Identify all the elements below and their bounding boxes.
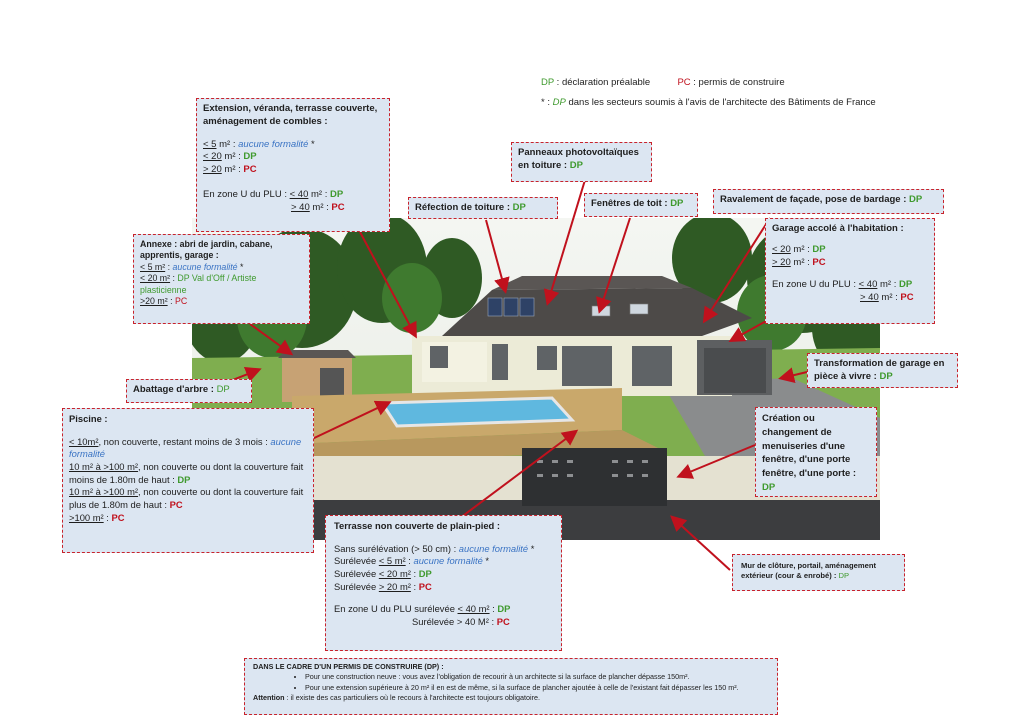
legend-dp-abbr: DP: [541, 77, 555, 88]
piscine-l2-text: , non couverte ou dont la couverture fait moins de 1.80m de haut :: [69, 461, 304, 485]
annexe-l1-star: *: [237, 261, 244, 272]
terrasse-l2-sep: :: [405, 555, 414, 567]
bottom-bullet-1: • Pour une construction neuve : vous avez l'obligation de recourir à un architecte si la surface de plancher dépasse 150m².: [305, 672, 769, 682]
bottom-attention: [253, 693, 769, 703]
garage-l2-val: PC: [812, 256, 826, 268]
annexe-l1-val: aucune formalité: [172, 261, 238, 272]
terrasse-l4-ineq: > 20 m²: [378, 580, 411, 592]
piscine-l3-ineq: 10 m² à >100 m²: [69, 486, 139, 498]
terrasse-plu-1: [334, 603, 555, 616]
terrasse-l4-val: PC: [418, 580, 432, 592]
fenetres-val: DP: [670, 198, 684, 209]
piscine-l3-text: , non couverte ou dont la couverture fait plus de 1.80m de haut :: [69, 486, 304, 511]
terrasse-l3-ineq: < 20 m²: [378, 568, 411, 580]
transformation-line-2: [814, 371, 951, 384]
terrasse-plu-text: En zone U du PLU surélevée: [334, 603, 458, 615]
annexe-l1-sep: :: [165, 261, 173, 272]
annexe-title-1: Annexe : abri de jardin, cabane,: [140, 239, 273, 249]
refection-box: [408, 197, 558, 219]
extension-plu1-unit: m² :: [308, 189, 331, 201]
terrasse-l1-val: aucune formalité: [458, 542, 529, 554]
bottom-bullet-2: • Pour une extension supérieure à 20 m² il en est de même, si la surface de plancher ajoutée à celle de l'existant fait dépasser les 150 m².: [305, 683, 769, 693]
annexe-line-1: [140, 262, 303, 273]
bottom-attention-label: Attention: [253, 693, 285, 703]
extension-plu-1: [203, 189, 383, 202]
fenetres-box: [584, 193, 698, 217]
ravalement-box: [713, 189, 944, 214]
terrasse-line-2: [334, 555, 555, 568]
refection-label: Réfection de toiture :: [415, 202, 513, 213]
transformation-val: DP: [879, 370, 893, 382]
terrasse-l2-val: aucune formalité: [413, 555, 483, 567]
terrasse-l1-text: Sans surélévation (> 50 cm) :: [334, 542, 459, 554]
extension-plu1-ineq: < 40: [289, 189, 309, 201]
terrasse-l2-ineq: < 5 m²: [378, 555, 406, 567]
annexe-title-2: apprentis, garage :: [140, 250, 219, 261]
annexe-l3-sep: :: [167, 296, 175, 307]
ravalement-label: Ravalement de façade, pose de bardage :: [720, 194, 910, 205]
legend-note-text: dans les secteurs soumis à l'avis de l'architecte des Bâtiments de France: [565, 97, 876, 108]
garage-plu2-ineq: > 40: [860, 292, 879, 304]
extension-l1-unit: m² :: [216, 138, 239, 150]
extension-line-1: [203, 139, 383, 152]
annexe-line-2: [140, 273, 303, 296]
extension-plu2-unit: m² :: [309, 201, 332, 213]
garage-plu2-unit: m² :: [878, 292, 901, 304]
panneaux-line-1: Panneaux photovoltaïques: [518, 147, 639, 158]
terrasse-plu1-sep: :: [489, 603, 498, 615]
extension-l1-ineq: < 5: [203, 138, 217, 150]
annexe-line-3: [140, 296, 303, 307]
terrasse-l1-star: *: [528, 542, 535, 554]
bottom-note-box: [244, 658, 778, 715]
annexe-l3-ineq: >20 m²: [140, 296, 168, 307]
bottom-attention-text: : il existe des cas particuliers où le recours à l'architecte est toujours obligatoire.: [284, 693, 540, 703]
mur-box: [732, 554, 905, 591]
extension-plu-2: [203, 202, 383, 215]
garage-l1-ineq: < 20: [772, 243, 791, 255]
terrasse-l2-text: Surélevée: [334, 555, 379, 567]
abattage-label: Abattage d'arbre :: [133, 384, 217, 395]
extension-l2-ineq: < 20: [203, 151, 222, 163]
terrasse-title: Terrasse non couverte de plain-pied :: [334, 520, 501, 531]
terrasse-l4-sep: :: [410, 580, 419, 592]
terrasse-l3-val: DP: [418, 568, 432, 580]
garage-plu-1: [772, 279, 928, 292]
garage-box: [765, 218, 935, 324]
garage-title: Garage accolé à l'habitation :: [772, 223, 904, 234]
extension-l3-unit: m² :: [221, 164, 244, 176]
panneaux-line-2: [518, 160, 645, 173]
panneaux-box: [511, 142, 652, 182]
bottom-list: [253, 672, 769, 693]
transformation-box: [807, 353, 958, 388]
legend-line-2: [541, 97, 876, 108]
mur-val: DP: [838, 571, 850, 581]
piscine-line-4: [69, 512, 307, 525]
terrasse-plu2-val: PC: [496, 616, 510, 628]
legend-pc-text: : permis de construire: [690, 77, 785, 88]
terrasse-l4-text: Surélevée: [334, 580, 379, 592]
piscine-l4-ineq: >100 m²: [69, 511, 104, 523]
abattage-box: [126, 379, 252, 403]
refection-val: DP: [512, 202, 526, 213]
garage-plu-prefix: En zone U du PLU :: [772, 279, 859, 291]
garage-line-2: [772, 257, 928, 270]
extension-plu2-val: PC: [331, 201, 345, 213]
extension-plu2-ineq: > 40: [291, 201, 310, 213]
annexe-l2-sep: :: [170, 273, 178, 284]
garage-l2-unit: m² :: [790, 256, 813, 268]
piscine-l2-ineq: 10 m² à >100 m²: [69, 461, 139, 473]
extension-line-2: [203, 151, 383, 164]
legend-star: * :: [541, 97, 553, 108]
terrasse-l3-sep: :: [410, 568, 419, 580]
piscine-l4-val: PC: [111, 511, 125, 523]
piscine-line-3: [69, 486, 307, 511]
legend-pc-abbr: PC: [677, 77, 691, 88]
garage-plu1-val: DP: [899, 279, 913, 291]
terrasse-plu-2: [334, 616, 555, 629]
piscine-l3-val: PC: [169, 499, 183, 511]
extension-l2-val: DP: [243, 151, 257, 163]
garage-plu1-ineq: < 40: [858, 279, 878, 291]
terrasse-line-3: [334, 568, 555, 581]
panneaux-line-2-text: en toiture :: [518, 159, 570, 171]
terrasse-box: [325, 515, 562, 651]
annexe-l1-ineq: < 5 m²: [140, 261, 166, 272]
annexe-l3-val: PC: [174, 296, 188, 307]
piscine-title: Piscine :: [69, 413, 108, 424]
legend-note-dp: DP: [552, 97, 566, 108]
terrasse-plu1-val: DP: [497, 603, 511, 615]
extension-box: [196, 98, 390, 232]
piscine-line-2: [69, 461, 307, 486]
annexe-box: [133, 234, 310, 324]
extension-plu-prefix: En zone U du PLU :: [203, 189, 290, 201]
terrasse-l3-text: Surélevée: [334, 568, 379, 580]
terrasse-plu2-text: Surélevée > 40 M²: [412, 616, 489, 628]
creation-box: [755, 407, 877, 497]
ravalement-val: DP: [909, 194, 923, 205]
extension-l3-ineq: > 20: [203, 164, 222, 176]
piscine-l4-sep: :: [103, 511, 112, 523]
garage-line-1: [772, 244, 928, 257]
bottom-title: DANS LE CADRE D'UN PERMIS DE CONSTRUIRE (DP) :: [253, 662, 444, 671]
annexe-l2-val: DP Val d'Off / Artiste plasticienne: [140, 273, 257, 295]
terrasse-plu1-ineq: < 40 m²: [457, 603, 490, 615]
terrasse-plu2-sep: :: [488, 616, 497, 628]
extension-l3-val: PC: [243, 164, 257, 176]
creation-val: DP: [762, 481, 776, 493]
fenetres-label: Fenêtres de toit :: [591, 198, 671, 209]
panneaux-val: DP: [569, 159, 583, 171]
piscine-line-1: [69, 436, 307, 461]
extension-l2-unit: m² :: [221, 151, 244, 163]
garage-plu2-val: PC: [900, 292, 914, 304]
terrasse-line-1: [334, 543, 555, 556]
transformation-line-1: Transformation de garage en: [814, 358, 945, 369]
piscine-l2-val: DP: [177, 473, 191, 485]
legend-line-1: [541, 77, 785, 88]
extension-plu1-val: DP: [330, 189, 344, 201]
piscine-l1-ineq: < 10m²: [69, 435, 99, 447]
terrasse-l2-star: *: [482, 555, 490, 567]
extension-l1-val: aucune formalité: [238, 138, 309, 150]
terrasse-line-4: [334, 581, 555, 594]
transformation-line-2-text: pièce à vivre :: [814, 370, 880, 382]
garage-plu1-unit: m² :: [877, 279, 900, 291]
creation-text: Création ou changement de menuiseries d'une fenêtre, d'une porte fenêtre, d'une porte :: [762, 413, 857, 480]
extension-line-3: [203, 164, 383, 177]
garage-l1-val: DP: [812, 243, 826, 255]
extension-title-1: Extension, véranda, terrasse couverte,: [203, 103, 378, 114]
piscine-l1-text: , non couverte, restant moins de 3 mois :: [98, 435, 271, 447]
garage-plu-2: [772, 292, 928, 305]
annexe-l2-ineq: < 20 m²: [140, 273, 171, 284]
piscine-l1-val: aucune formalité: [69, 435, 302, 460]
abattage-val: DP: [216, 384, 230, 395]
garage-l1-unit: m² :: [790, 243, 813, 255]
legend-dp-text: : déclaration préalable: [554, 77, 651, 88]
garage-l2-ineq: > 20: [772, 256, 791, 268]
piscine-box: [62, 408, 314, 553]
extension-l1-star: *: [308, 138, 315, 150]
mur-text: Mur de clôture, portail, aménagement extérieur (cour & enrobé) :: [741, 561, 877, 581]
extension-title-2: aménagement de combles :: [203, 115, 328, 127]
